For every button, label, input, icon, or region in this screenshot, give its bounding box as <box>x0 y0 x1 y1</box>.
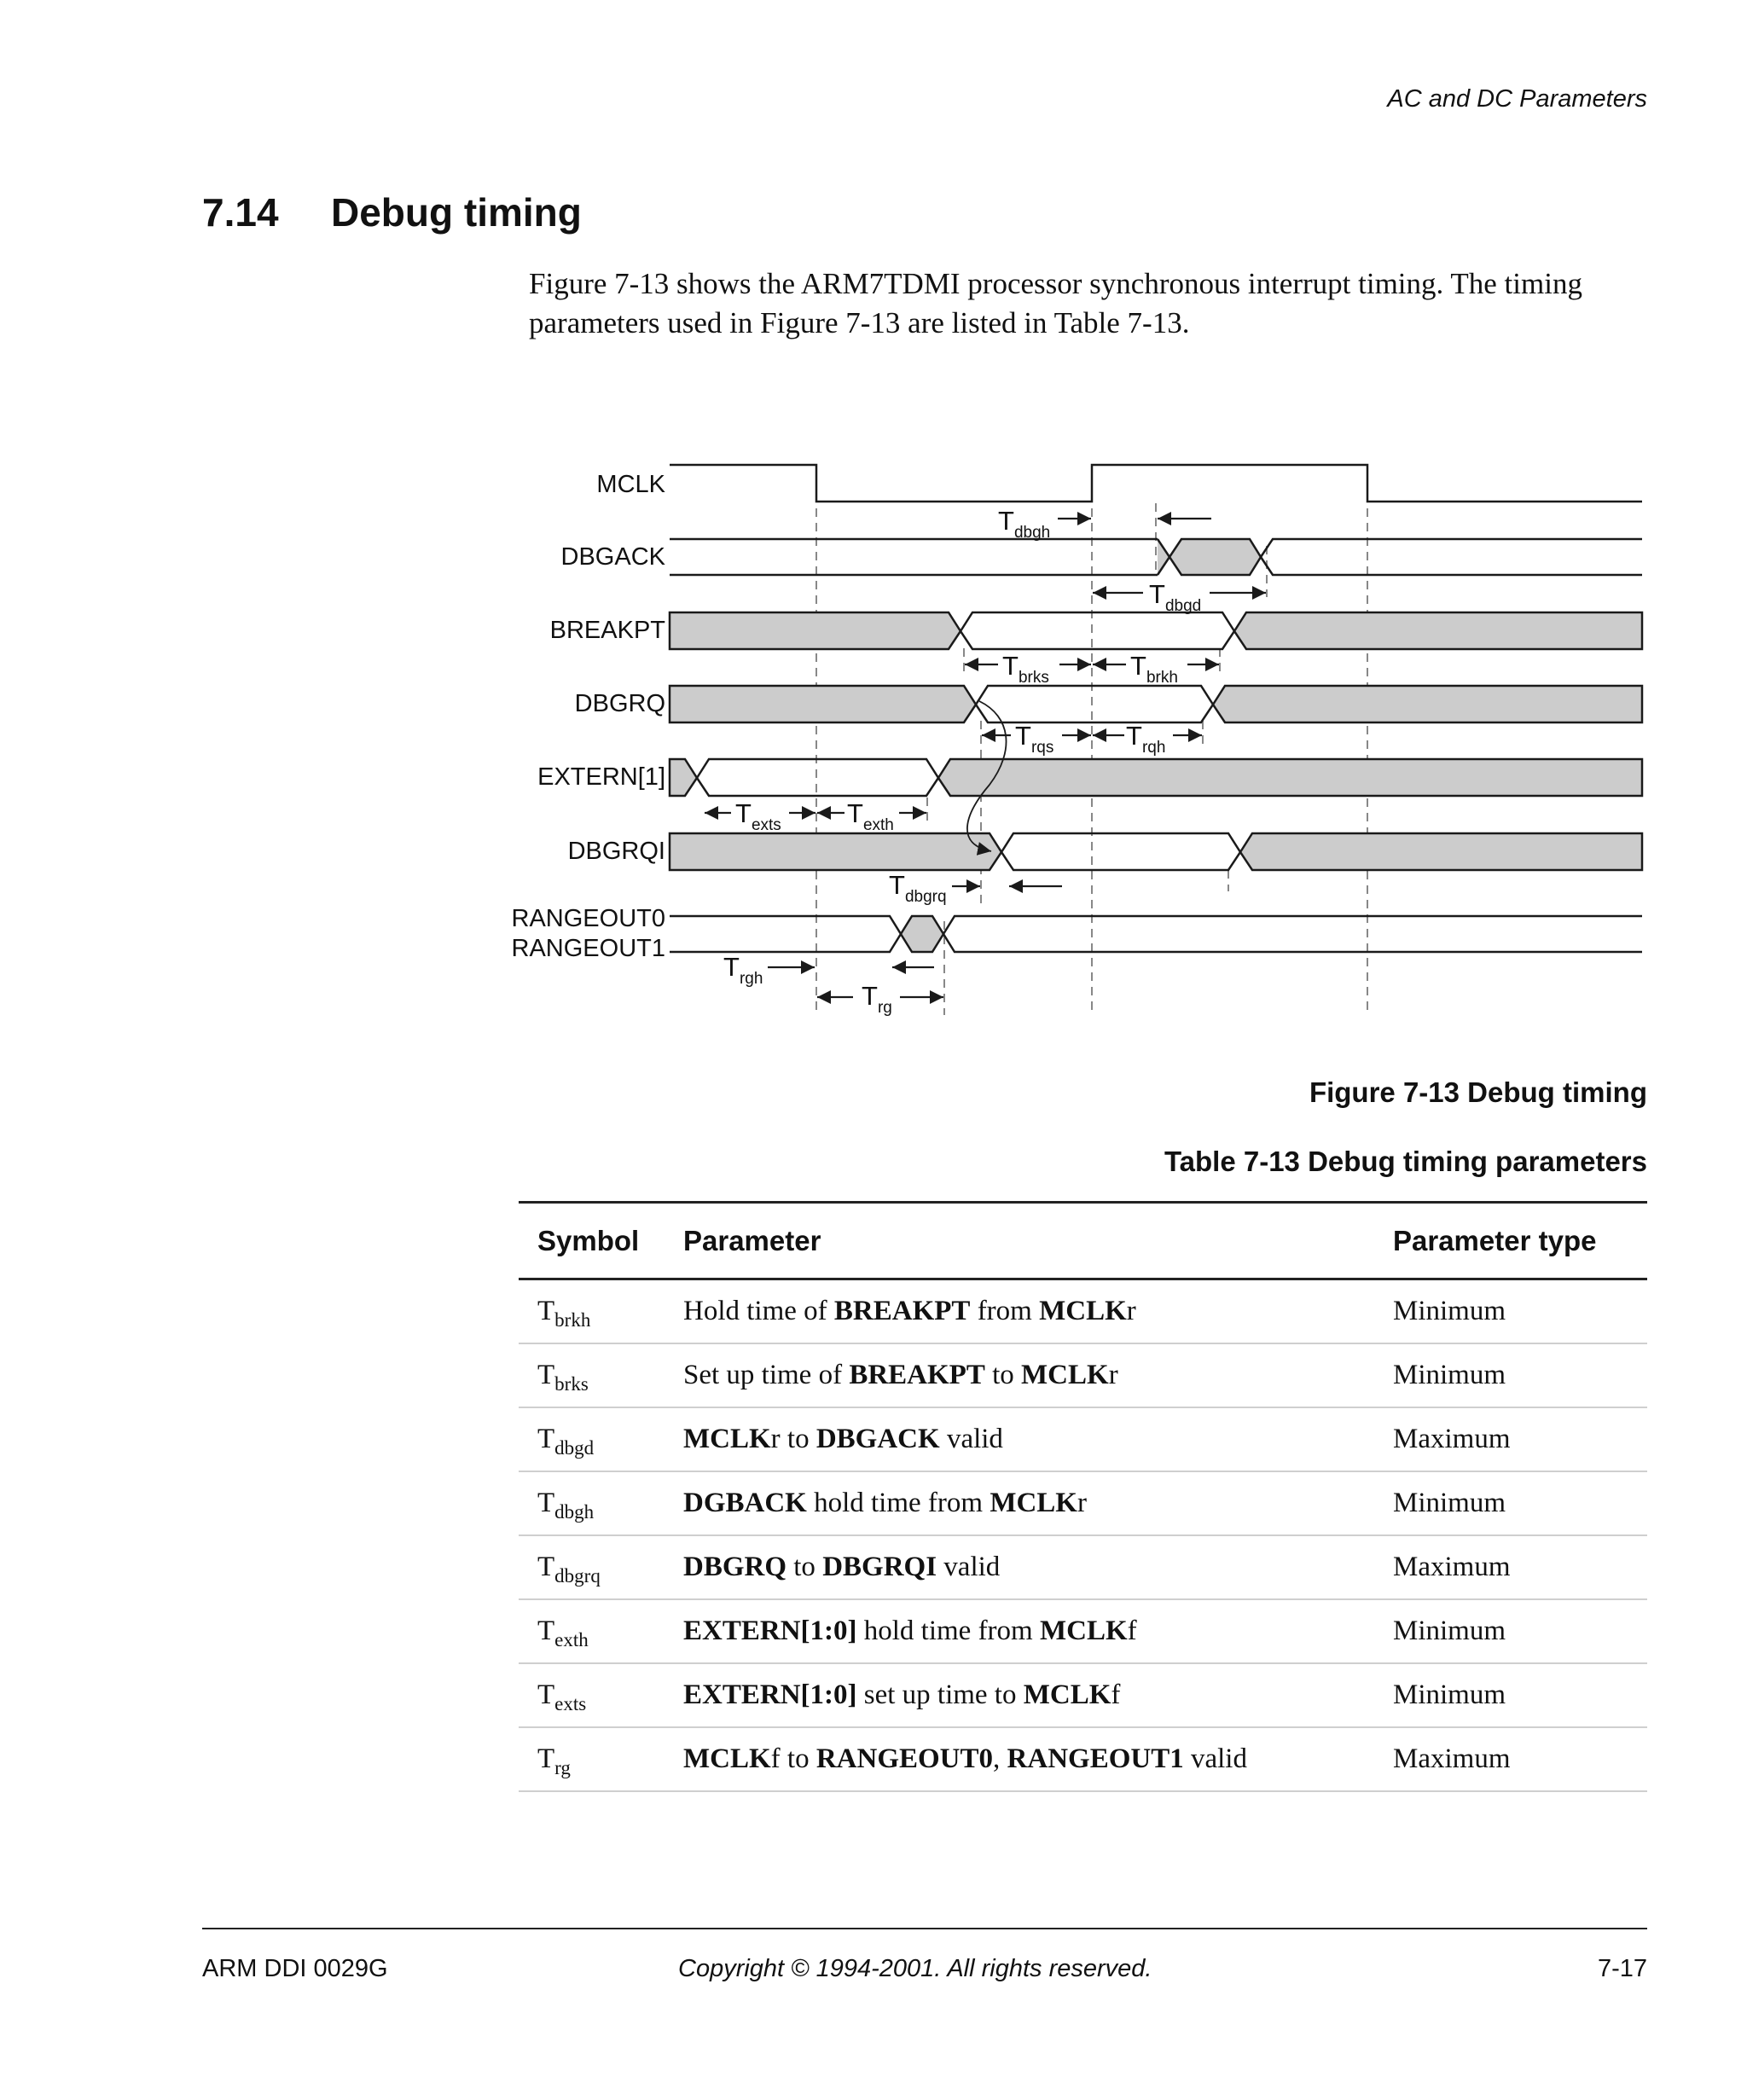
table-row <box>519 1663 1647 1727</box>
table-row <box>519 1727 1647 1791</box>
signal-name: MCLK <box>683 1424 771 1454</box>
signal-label-breakpt: BREAKPT <box>549 617 665 644</box>
parameter-text: hold time from <box>856 1616 1040 1646</box>
parameter-type-cell: Minimum <box>1374 1663 1647 1727</box>
intro-paragraph: Figure 7-13 shows the ARM7TDMI processor synchronous interrupt timing. The timing parameters used in Figure 7-13 are listed in Table 7-13. <box>529 267 1582 339</box>
signal-label-dbgack: DBGACK <box>560 543 665 571</box>
waveform-dbgrqi <box>670 833 1642 870</box>
parameter-text: , <box>993 1743 1007 1774</box>
signal-name: DBGACK <box>815 1424 940 1454</box>
symbol-cell <box>519 1407 665 1471</box>
symbol-cell <box>519 1663 665 1727</box>
parameter-text: Set up time of <box>683 1360 850 1390</box>
table-header-row <box>519 1203 1647 1279</box>
parameter-text: valid <box>939 1424 1003 1454</box>
label-trqh: $T_{rqh}$ <box>1126 721 1166 757</box>
table-row <box>519 1471 1647 1535</box>
signal-name: RANGEOUT1 <box>1007 1743 1184 1774</box>
signal-label-extern1: EXTERN[1] <box>537 763 665 791</box>
table-row <box>519 1279 1647 1344</box>
signal-name: DBGRQ <box>683 1552 787 1582</box>
label-trg: $T_{rg}$ <box>862 981 892 1017</box>
signal-label-mclk: MCLK <box>596 471 665 498</box>
parameter-type-cell: Maximum <box>1374 1535 1647 1599</box>
footer-page-number: 7-17 <box>1597 1955 1647 1982</box>
signal-name: MCLK <box>1039 1616 1128 1646</box>
symbol-subscript: brkh <box>554 1309 591 1331</box>
signal-name: MCLK <box>1023 1679 1111 1710</box>
symbol-cell <box>519 1279 665 1344</box>
symbol-base: T <box>537 1296 555 1326</box>
label-tbrks: $T_{brks}$ <box>1002 651 1049 687</box>
column-header-parameter: Parameter <box>665 1203 1374 1279</box>
parameter-type-cell: Minimum <box>1374 1343 1647 1407</box>
symbol-base: T <box>537 1552 555 1582</box>
symbol-subscript: rg <box>554 1757 571 1779</box>
parameter-type-cell: Maximum <box>1374 1407 1647 1471</box>
parameter-text: valid <box>1183 1743 1247 1774</box>
parameter-text: hold time from <box>806 1488 990 1518</box>
symbol-cell <box>519 1471 665 1535</box>
symbol-subscript: dbgh <box>554 1501 595 1523</box>
symbol-subscript: brks <box>554 1373 589 1395</box>
table-body <box>519 1279 1647 1792</box>
label-tdbgrq: $T_{dbgrq}$ <box>889 870 947 906</box>
signal-name: EXTERN[1:0] <box>683 1679 857 1710</box>
parameter-text: f to <box>770 1743 816 1774</box>
table-row <box>519 1407 1647 1471</box>
symbol-base: T <box>537 1616 555 1646</box>
signal-name: MCLK <box>990 1488 1077 1518</box>
symbol-cell <box>519 1599 665 1663</box>
parameter-text: to <box>786 1552 823 1582</box>
footer-copyright: Copyright © 1994-2001. All rights reserved. <box>678 1955 1152 1982</box>
signal-name: DBGRQI <box>822 1552 937 1582</box>
parameter-text: to <box>984 1360 1022 1390</box>
parameter-type-cell: Minimum <box>1374 1279 1647 1344</box>
column-header-parameter-type: Parameter type <box>1374 1203 1647 1279</box>
symbol-cell <box>519 1727 665 1791</box>
signal-name: MCLK <box>1039 1296 1127 1326</box>
figure-caption: Figure 7-13 Debug timing <box>1309 1076 1647 1108</box>
section-title: Debug timing <box>331 190 582 235</box>
symbol-base: T <box>537 1488 555 1518</box>
parameter-text: set up time to <box>856 1679 1024 1710</box>
section-number: 7.14 <box>202 190 279 235</box>
symbol-subscript: exts <box>554 1693 587 1715</box>
parameter-text: r to <box>770 1424 816 1454</box>
symbol-subscript: dbgrq <box>554 1565 601 1587</box>
footer-doc-id: ARM DDI 0029G <box>202 1955 388 1982</box>
symbol-subscript: dbgd <box>554 1437 595 1459</box>
table-row <box>519 1343 1647 1407</box>
symbol-base: T <box>537 1743 555 1774</box>
signal-name: DGBACK <box>683 1488 807 1518</box>
parameter-cell <box>665 1599 1374 1663</box>
debug-timing-parameters-table <box>519 1201 1647 1792</box>
symbol-base: T <box>537 1360 555 1390</box>
parameter-text: from <box>970 1296 1040 1326</box>
label-tdbgh: $T_{dbgh}$ <box>998 506 1051 542</box>
label-tdbgd: $T_{dbgd}$ <box>1149 579 1202 615</box>
signal-name: BREAKPT <box>833 1296 971 1326</box>
symbol-base: T <box>537 1424 555 1454</box>
parameter-type-cell: Minimum <box>1374 1471 1647 1535</box>
waveform-breakpt <box>670 612 1642 649</box>
parameter-cell <box>665 1407 1374 1471</box>
column-header-symbol: Symbol <box>519 1203 665 1279</box>
signal-name: BREAKPT <box>849 1360 985 1390</box>
symbol-cell <box>519 1535 665 1599</box>
label-texts: $T_{exts}$ <box>735 798 781 834</box>
waveform-mclk <box>670 465 1642 502</box>
parameter-type-cell: Minimum <box>1374 1599 1647 1663</box>
signal-label-rangeout1: RANGEOUT1 <box>511 935 665 962</box>
label-trgh: $T_{rgh}$ <box>723 952 763 988</box>
signal-name: EXTERN[1:0] <box>683 1616 857 1646</box>
parameter-cell <box>665 1343 1374 1407</box>
debug-timing-diagram <box>0 0 1747 1041</box>
label-tbrkh: $T_{brkh}$ <box>1130 651 1178 687</box>
parameter-text: r <box>1126 1296 1136 1326</box>
parameter-text: valid <box>937 1552 1001 1582</box>
parameter-text: r <box>1108 1360 1118 1390</box>
signal-name: MCLK <box>683 1743 771 1774</box>
parameter-text: f <box>1127 1616 1137 1646</box>
parameter-cell <box>665 1471 1374 1535</box>
table-row <box>519 1599 1647 1663</box>
signal-label-rangeout0: RANGEOUT0 <box>511 905 665 932</box>
signal-name: RANGEOUT0 <box>815 1743 994 1774</box>
table-row <box>519 1535 1647 1599</box>
label-texth: $T_{exth}$ <box>847 798 894 834</box>
label-trqs: $T_{rqs}$ <box>1015 721 1054 757</box>
parameter-text: Hold time of <box>683 1296 834 1326</box>
symbol-subscript: exth <box>554 1629 589 1651</box>
symbol-base: T <box>537 1679 555 1710</box>
running-header: AC and DC Parameters <box>1387 85 1647 113</box>
table-caption: Table 7-13 Debug timing parameters <box>1164 1146 1647 1177</box>
signal-name: MCLK <box>1021 1360 1109 1390</box>
parameter-cell <box>665 1279 1374 1344</box>
symbol-cell <box>519 1343 665 1407</box>
footer-rule <box>202 1928 1647 1929</box>
waveform-dbgrq <box>670 686 1642 722</box>
parameter-text: f <box>1111 1679 1121 1710</box>
signal-label-dbgrq: DBGRQ <box>574 690 665 717</box>
parameter-text: r <box>1077 1488 1087 1518</box>
parameter-type-cell: Maximum <box>1374 1727 1647 1791</box>
parameter-cell <box>665 1663 1374 1727</box>
parameter-cell <box>665 1727 1374 1791</box>
signal-label-dbgrqi: DBGRQI <box>567 838 665 865</box>
parameter-cell <box>665 1535 1374 1599</box>
